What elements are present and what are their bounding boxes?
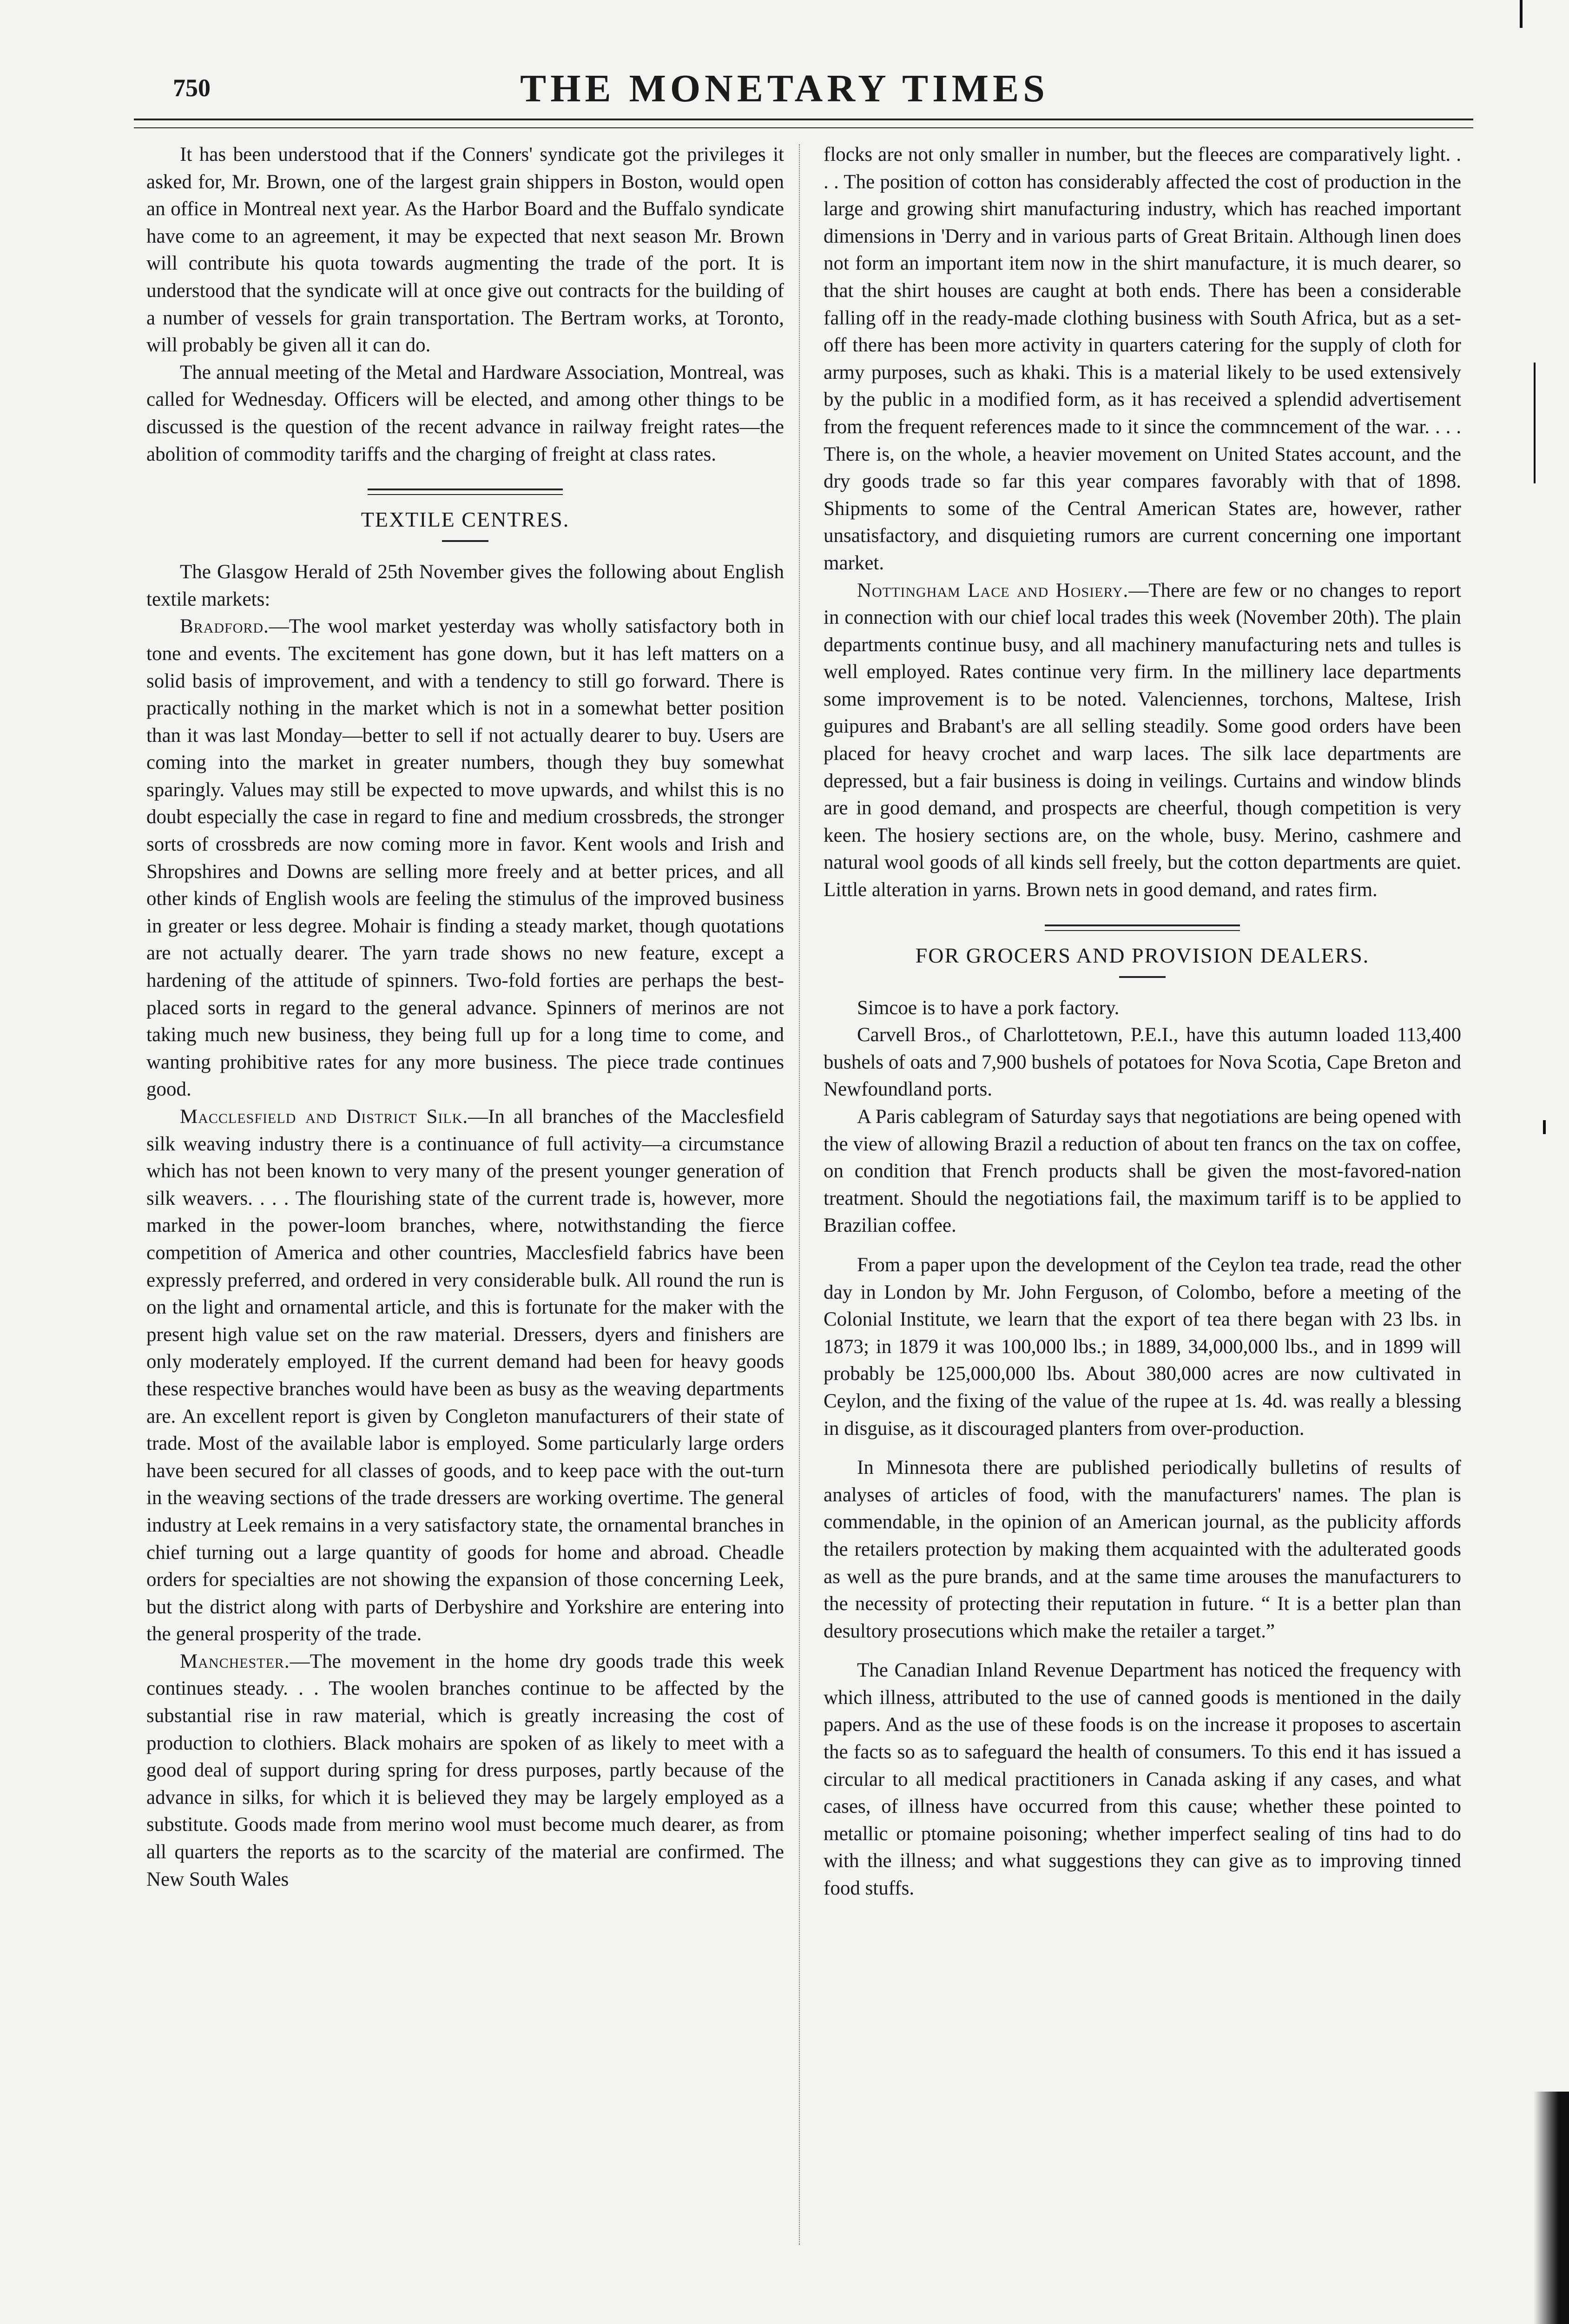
article-paragraph: The annual meeting of the Metal and Hardware Association, Montreal, was called for Wednesday. Officers will be elected, and among other things to be discussed is the question of the recent advance in railway freight rates—the abolition of commodity tariffs and the charging of freight at class rates. — [146, 361, 784, 465]
heading-double-rule — [1045, 924, 1240, 931]
article-paragraph: The Glasgow Herald of 25th November gives the following about English textile markets: — [146, 561, 784, 610]
textile-centres-heading — [146, 489, 784, 542]
report-text: —The wool market yesterday was wholly satisfactory both in tone and events. The excitement has gone down, but it has left matters on a solid basis of improvement, and with a tendency to still go forward. There is practically nothing in the market which is not in a somewhat better position than it was last Monday—better to sell if not actually dearer to buy. Users are coming into the market in greater numbers, though they buy somewhat sparingly. Values may still be expected to move upwards, and whilst this is no doubt especially the case in regard to fine and medium crossbreds, the stronger sorts of crossbreds are now coming more in favor. Kent wools and Irish and Shropshires and Downs are selling more freely and at better prices, and all other kinds of English wools are feeling the stimulus of the improved business in greater or less degree. Mohair is finding a steady market, though quotations are not actually dearer. The yarn trade shows no new feature, except a hardening of the attitude of spinners. Two-fold forties are perhaps the best-placed sorts in regard to the general advance. Spinners of merinos are not taking much new business, they being full up for a long time to come, and wanting prohibitive rates for any more business. The piece trade continues good. — [146, 615, 784, 1101]
left-column — [146, 141, 784, 1893]
nottingham-report — [824, 577, 1461, 904]
header-rule-thin — [134, 127, 1473, 128]
scan-mark — [1534, 363, 1536, 483]
report-label: Manchester. — [180, 1650, 290, 1672]
report-text: —In all branches of the Macclesfield silk weaving industry there is a continuance of full activity—a circumstance which has not been known to very many of the present younger generation of silk weavers. . . . The flourishing state of the current trade is, however, more marked in the power-loom branches, where, notwithstanding the fierce competition of America and other countries, Macclesfield fabrics have been expressly preferred, and ordered in very considerable bulk. All round the run is on the light and ornamental article, and this is fortunate for the maker with the present high value set on the raw material. Dressers, dyers and finishers are only moderately employed. If the current demand had been for heavy goods these respective branches would have been as busy as the weaving departments are. An excellent report is given by Congleton manufacturers of their state of trade. Most of the available labor is employed. Some particularly large orders have been secured for all classes of goods, and to keep pace with the out-turn in the weaving sections of the trade dressers are working overtime. The general industry at Leek remains in a very satisfactory state, the ornamental branches in chief turning out a large quantity of goods for home and abroad. Cheadle orders for specialties are not showing the expansion of those concerning Leek, but the district along with parts of Derbyshire and Yorkshire are entering into the general prosperity of the trade. — [146, 1106, 784, 1645]
scan-mark — [1520, 0, 1523, 28]
scan-mark — [1543, 1120, 1546, 1134]
report-text: —There are few or no changes to report in connection with our chief local trades this week (November 20th). The plain departments continue busy, and all machinery manufacturing nets and tulles is well employed. Rates continue very firm. In the millinery lace departments some improvement is to be noted. Valenciennes, torchons, Maltese, Irish guipures and Brabant's are all selling steadily. Some good orders have been placed for heavy crochet and warp laces. The silk lace departments are depressed, but a fair business is doing in veilings. Curtains and window blinds are in good demand, and prospects are cheerful, though competition is very keen. The hosiery sections are, on the whole, busy. Merino, cashmere and natural wool goods of all kinds sell freely, but the cotton departments are quiet. Little alteration in yarns. Brown nets in good demand, and rates firm. — [824, 579, 1461, 901]
article-paragraph: From a paper upon the development of the Ceylon tea trade, read the other day in London by Mr. John Ferguson, of Colombo, before a meeting of the Colonial Institute, we learn that the export of tea there began with 23 lbs. in 1873; in 1879 it was 100,000 lbs.; in 1889, 34,000,000 lbs., and in 1899 will probably be 125,000,000 lbs. About 380,000 acres are now cultivated in Ceylon, and the fixing of the value of the rupee at 1s. 4d. was really a blessing in disguise, as it discouraged planters from over-production. — [824, 1254, 1461, 1439]
article-paragraph: Carvell Bros., of Charlottetown, P.E.I., have this autumn loaded 113,400 bushels of oats and 7,900 bushels of potatoes for Nova Scotia, Cape Breton and Newfoundland ports. — [824, 1024, 1461, 1101]
report-text: —The movement in the home dry goods trade this week continues steady. . . The woolen branches continue to be affected by the substantial rise in raw material, which is greatly increasing the cost of production to clothiers. Black mohairs are spoken of as likely to meet with a good deal of support during spring for dress purposes, partly because of the advance in silks, for which it is believed they may be largely employed as a substitute. Goods made from merino wool must become much dearer, as from all quarters the reports as to the scarcity of the material are confirmed. The New South Wales — [146, 1650, 784, 1890]
header-rule — [134, 119, 1473, 120]
section-title: TEXTILE CENTRES. — [361, 508, 570, 532]
macclesfield-report — [146, 1103, 784, 1648]
report-label: Bradford. — [180, 615, 269, 638]
article-paragraph: In Minnesota there are published periodically bulletins of results of analyses of articles of food, with the manufacturers' names. The plan is commendable, in the opinion of an American journal, as the publicity affords the retailers protection by making them acquainted with the adulterated goods as well as the pure brands, and at the same time arouses the manufacturers to the necessity of protecting their reputation in future. “ It is a better plan than desultory prosecutions which make the retailer a target.” — [824, 1457, 1461, 1642]
manchester-report — [146, 1648, 784, 1893]
right-column — [824, 141, 1461, 1902]
page-number: 750 — [173, 74, 211, 102]
article-paragraph: The Canadian Inland Revenue Department has noticed the frequency with which illness, attributed to the use of canned goods is mentioned in the daily papers. And as the use of these foods is on the increase it proposes to ascertain the facts so as to safeguard the health of consumers. To this end it has issued a circular to all medical practitioners in Canada asking if any cases, and what cases, of illness have occurred from this cause; whether these pointed to metallic or ptomaine poisoning; whether imperfect sealing of tins had to do with the illness; and what suggestions they can give as to improving tinned food stuffs. — [824, 1659, 1461, 1900]
bradford-report — [146, 613, 784, 1103]
article-paragraph: It has been understood that if the Conners' syndicate got the privileges it asked for, Mr. Brown, one of the largest grain shippers in Boston, would open an office in Montreal next year. As the Harbor Board and the Buffalo syndicate have come to an agreement, it may be expected that next season Mr. Brown will contribute his quota towards augmenting the trade of the port. It is understood that the syndicate will at once give out contracts for the building of a number of vessels for grain transportation. The Bertram works, at Toronto, will probably be given all it can do. — [146, 144, 784, 357]
column-divider — [799, 144, 800, 2245]
heading-short-rule — [442, 540, 488, 542]
article-paragraph: Simcoe is to have a pork factory. — [857, 997, 1120, 1019]
article-paragraph: A Paris cablegram of Saturday says that negotiations are being opened with the view of allowing Brazil a reduction of about ten francs on the tax on coffee, on condition that French products shall be given the most-favored-nation treatment. Should the negotiations fail, the maximum tariff is to be applied to Brazilian coffee. — [824, 1106, 1461, 1237]
heading-short-rule — [1119, 976, 1166, 978]
report-label: Macclesfield and District Silk. — [180, 1106, 468, 1128]
journal-title: THE MONETARY TIMES — [520, 67, 1049, 110]
heading-double-rule — [368, 489, 563, 495]
grocers-heading — [824, 924, 1461, 978]
section-title: FOR GROCERS AND PROVISION DEALERS. — [915, 943, 1370, 967]
report-label: Nottingham Lace and Hosiery. — [857, 579, 1129, 601]
article-paragraph: flocks are not only smaller in number, but the fleeces are comparatively light. . . . The position of cotton has considerably affected the cost of production in the large and growing shirt manufacturing industry, which has reached important dimensions in 'Derry and in various parts of Great Britain. Although linen does not form an important item now in the shirt manufacture, it is much dearer, so that the shirt houses are caught at both ends. There has been a considerable falling off in the ready-made clothing business with South Africa, but as a set-off there has been more activity in quarters catering for the supply of cloth for army purposes, such as khaki. This is a material likely to be used extensively by the public in a modified form, as it has received a splendid advertisement from the frequent references made to it since the commncement of the war. . . . There is, on the whole, a heavier movement on United States account, and the dry goods trade so far this year compares favorably with that of 1898. Shipments to some of the Central American States are, however, rather unsatisfactory, and disquieting rumors are current concerning one important market. — [824, 144, 1461, 574]
scan-shadow — [1534, 2092, 1569, 2324]
